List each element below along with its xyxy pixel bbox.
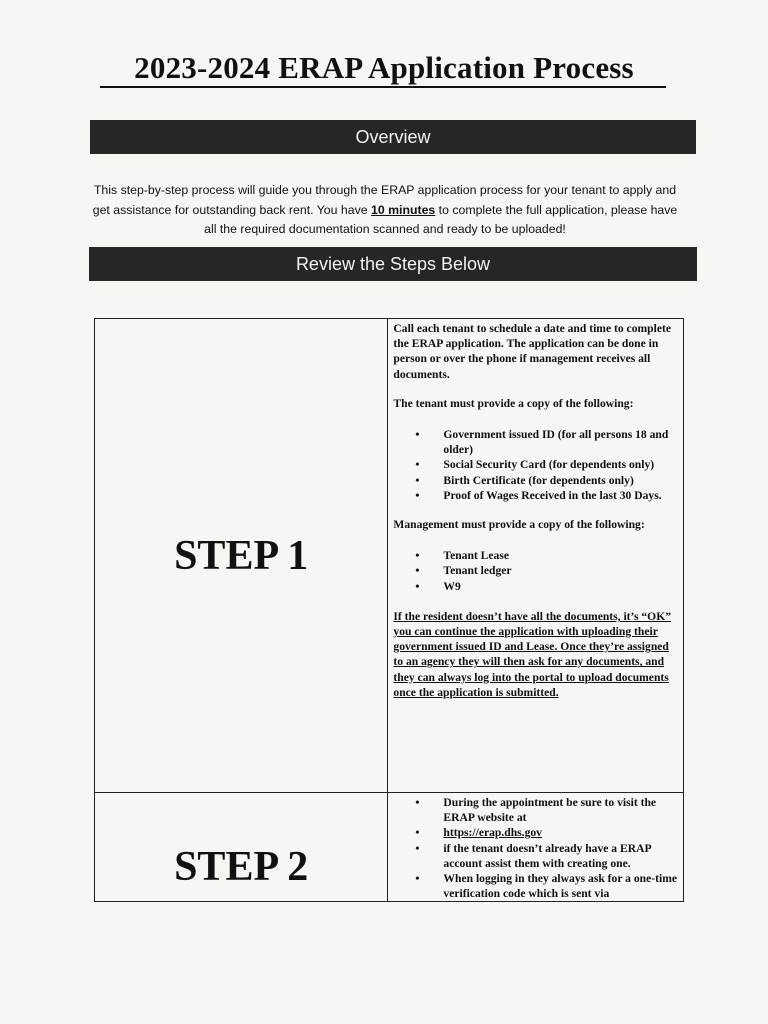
list-item: • During the appointment be sure to visit the ERAP website at xyxy=(437,795,677,825)
list-item: • W9 xyxy=(437,579,677,594)
steps-table xyxy=(94,318,684,902)
intro-text-start: This step-by-step process will guide you through the ERAP application process for your tenant to apply and get assistance for outstanding back rent. You have xyxy=(92,183,677,217)
list-item: • Tenant ledger xyxy=(437,563,677,578)
intro-emphasis: 10 minutes xyxy=(371,202,436,217)
step-2-list xyxy=(393,795,677,901)
tenant-docs-heading: The tenant must provide a copy of the following: xyxy=(393,396,634,410)
step-1-content-cell xyxy=(388,319,684,793)
tenant-docs-list xyxy=(393,427,677,503)
step-2-content-cell xyxy=(388,793,684,902)
step-2-label-cell xyxy=(95,793,388,902)
list-item: • Social Security Card (for dependents only) xyxy=(437,457,677,472)
management-docs-list xyxy=(393,548,677,594)
documents-note: If the resident doesn’t have all the documents, it’s “OK” you can continue the application with uploading their government issued ID and Lease. Once they’re assigned to an agency they will then ask for any documents, and they can always log into the portal to upload documents once the application is submitted. xyxy=(393,609,672,699)
management-docs-heading: Management must provide a copy of the following: xyxy=(393,518,645,532)
list-item: • if the tenant doesn’t already have a ERAP account assist them with creating one. xyxy=(437,841,677,871)
list-item: • Government issued ID (for all persons 18 and older) xyxy=(437,427,677,457)
title-underline xyxy=(100,86,666,88)
list-item: • When logging in they always ask for a one-time verification code which is sent via xyxy=(437,871,677,901)
step-2-content xyxy=(388,793,683,901)
list-item: • Birth Certificate (for dependents only) xyxy=(437,473,677,488)
step-2-row xyxy=(95,793,684,902)
step-1-row xyxy=(95,319,684,793)
page-title: 2023-2024 ERAP Application Process xyxy=(134,50,634,85)
steps-header-bar xyxy=(89,247,697,281)
overview-header-bar xyxy=(90,120,696,154)
list-item: • Tenant Lease xyxy=(437,548,677,563)
erap-website-link[interactable]: • https://erap.dhs.gov xyxy=(437,825,677,840)
list-item: • Proof of Wages Received in the last 30 Days. xyxy=(437,488,677,503)
step-1-call-text: Call each tenant to schedule a date and time to complete the ERAP application. The application can be done in person or over the phone if management receives all documents. xyxy=(393,322,671,381)
step-1-label-cell xyxy=(95,319,388,793)
step-2-label: STEP 2 xyxy=(174,844,309,891)
intro-paragraph xyxy=(92,181,678,240)
overview-heading: Overview xyxy=(355,126,431,147)
steps-heading: Review the Steps Below xyxy=(295,253,491,274)
intro-text-end: to complete the full application, please have all the required documentation scanned and ready to be uploaded! xyxy=(204,202,678,236)
step-1-label: STEP 1 xyxy=(174,532,309,579)
step-1-content xyxy=(388,319,683,700)
